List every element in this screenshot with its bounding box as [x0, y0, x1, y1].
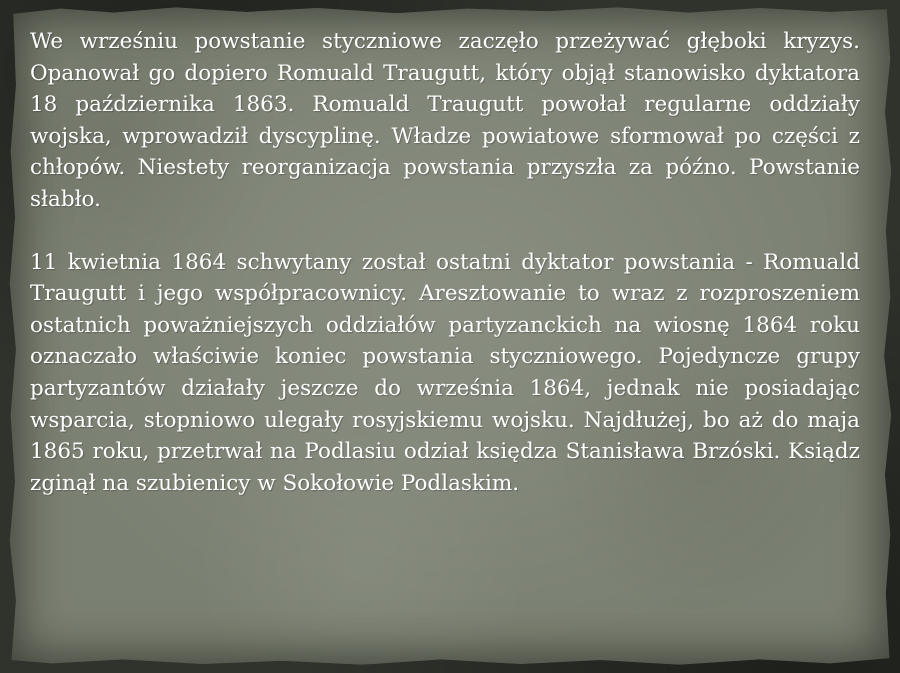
slide-content: [30, 26, 860, 499]
paragraph-end-of-uprising: 11 kwietnia 1864 schwytany został ostatni dyktator powstania - Romuald Traugutt i jego współpracownicy. Aresztowanie to wraz z rozproszeniem ostatnich poważniejszych oddziałów partyzanckich na wiosnę 1864 roku oznaczało właściwie koniec powstania styczniowego. Pojedyncze grupy partyzantów działały jeszcze do września 1864, jednak nie posiadając wsparcia, stopniowo ulegały rosyjskiemu wojsku. Najdłużej, bo aż do maja 1865 roku, przetrwał na Podlasiu odział księdza Stanisława Brzóski. Ksiądz zginął na szubienicy w Sokołowie Podlaskim.: [30, 249, 860, 496]
paragraph-traugutt-dictatorship: We wrześniu powstanie styczniowe zaczęło przeżywać głęboki kryzys. Opanował go dopiero Romuald Traugutt, który objął stanowisko dyktatora 18 października 1863. Romuald Traugutt powołał regularne oddziały wojska, wprowadził dyscyplinę. Władze powiatowe sformował po części z chłopów. Niestety reorganizacja powstania przyszła za późno. Powstanie słabło.: [30, 29, 860, 212]
